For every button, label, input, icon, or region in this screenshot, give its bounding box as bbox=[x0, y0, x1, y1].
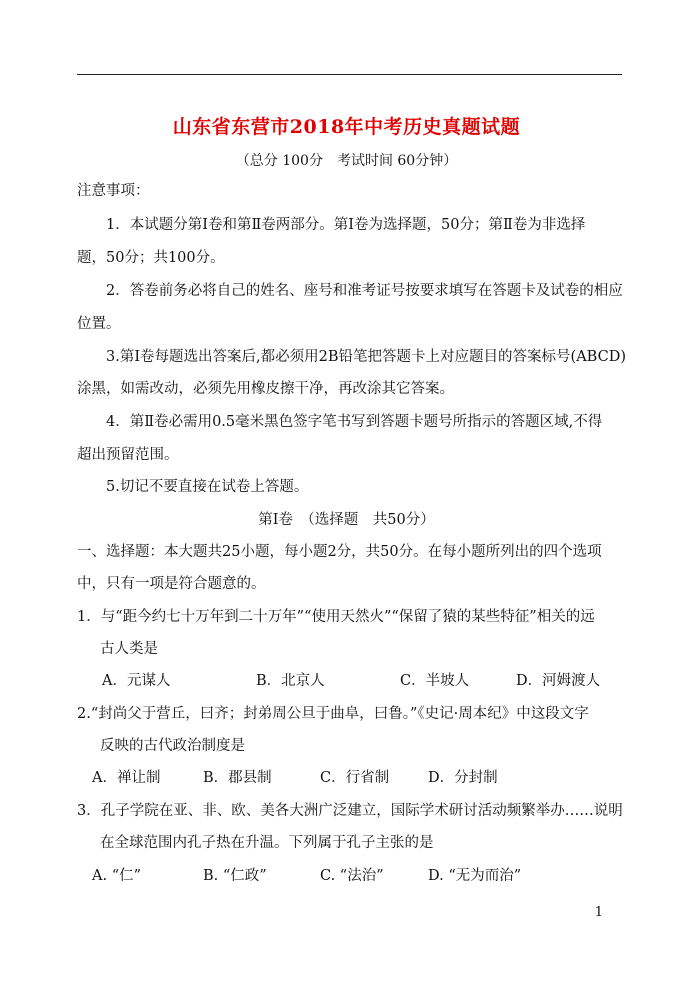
notice-heading: 注意事项： bbox=[77, 183, 150, 199]
question-stem: 古人类是 bbox=[100, 641, 158, 657]
question-option: D. “无为而治” bbox=[428, 868, 522, 884]
question-option: B．北京人 bbox=[256, 673, 325, 689]
section-instruction: 一、选择题：本大题共25小题，每小题2分，共50分。在每小题所列出的四个选项 bbox=[77, 544, 602, 560]
exam-title: 山东省东营市2018年中考历史真题试题 bbox=[172, 116, 521, 138]
section-instruction: 中，只有一项是符合题意的。 bbox=[77, 576, 266, 592]
question-option: B. “仁政” bbox=[203, 868, 267, 884]
question-option: A．禅让制 bbox=[92, 770, 161, 786]
section-title: 第Ⅰ卷 （选择题 共50分） bbox=[258, 512, 435, 528]
question-option: A. “仁” bbox=[92, 868, 142, 884]
question-option: C. “法治” bbox=[320, 868, 384, 884]
notice-line: 题，50分；共100分。 bbox=[77, 250, 225, 266]
question-option: A．元谋人 bbox=[102, 673, 171, 689]
notice-line: 位置。 bbox=[77, 316, 121, 332]
notice-line: 3.第Ⅰ卷每题选出答案后,都必须用2B铅笔把答题卡上对应题目的答案标号(ABCD) bbox=[106, 349, 626, 365]
question-stem: 1．与“距今约七十万年到二十万年”“使用天然火”“保留了猿的某些特征”相关的远 bbox=[77, 609, 595, 625]
notice-line: 涂黑，如需改动，必须先用橡皮擦干净，再改涂其它答案。 bbox=[77, 381, 454, 397]
question-option: D．分封制 bbox=[428, 770, 498, 786]
question-option: C．半坡人 bbox=[400, 673, 470, 689]
exam-subtitle: （总分 100分 考试时间 60分钟） bbox=[235, 153, 458, 169]
question-option: D．河姆渡人 bbox=[516, 673, 601, 689]
notice-line: 5.切记不要直接在试卷上答题。 bbox=[106, 479, 309, 495]
question-stem: 反映的古代政治制度是 bbox=[100, 738, 245, 754]
notice-line: 4．第Ⅱ卷必需用0.5毫米黑色签字笔书写到答题卡题号所指示的答题区域,不得 bbox=[106, 414, 603, 430]
notice-line: 1．本试题分第Ⅰ卷和第Ⅱ卷两部分。第Ⅰ卷为选择题，50分；第Ⅱ卷为非选择 bbox=[106, 217, 586, 233]
question-stem: 3．孔子学院在亚、非、欧、美各大洲广泛建立，国际学术研讨活动频繁举办……说明 bbox=[77, 803, 623, 819]
question-stem: 在全球范围内孔子热在升温。下列属于孔子主张的是 bbox=[100, 835, 434, 851]
page-number: 1 bbox=[594, 905, 603, 920]
question-stem: 2.“封尚父于营丘，曰齐；封弟周公旦于曲阜，曰鲁。”《史记·周本纪》中这段文字 bbox=[77, 706, 589, 722]
notice-line: 超出预留范围。 bbox=[77, 447, 179, 463]
question-option: B．郡县制 bbox=[203, 770, 272, 786]
notice-line: 2．答卷前务必将自己的姓名、座号和准考证号按要求填写在答题卡及试卷的相应 bbox=[106, 283, 623, 299]
header-rule bbox=[77, 74, 622, 75]
question-option: C．行省制 bbox=[320, 770, 390, 786]
